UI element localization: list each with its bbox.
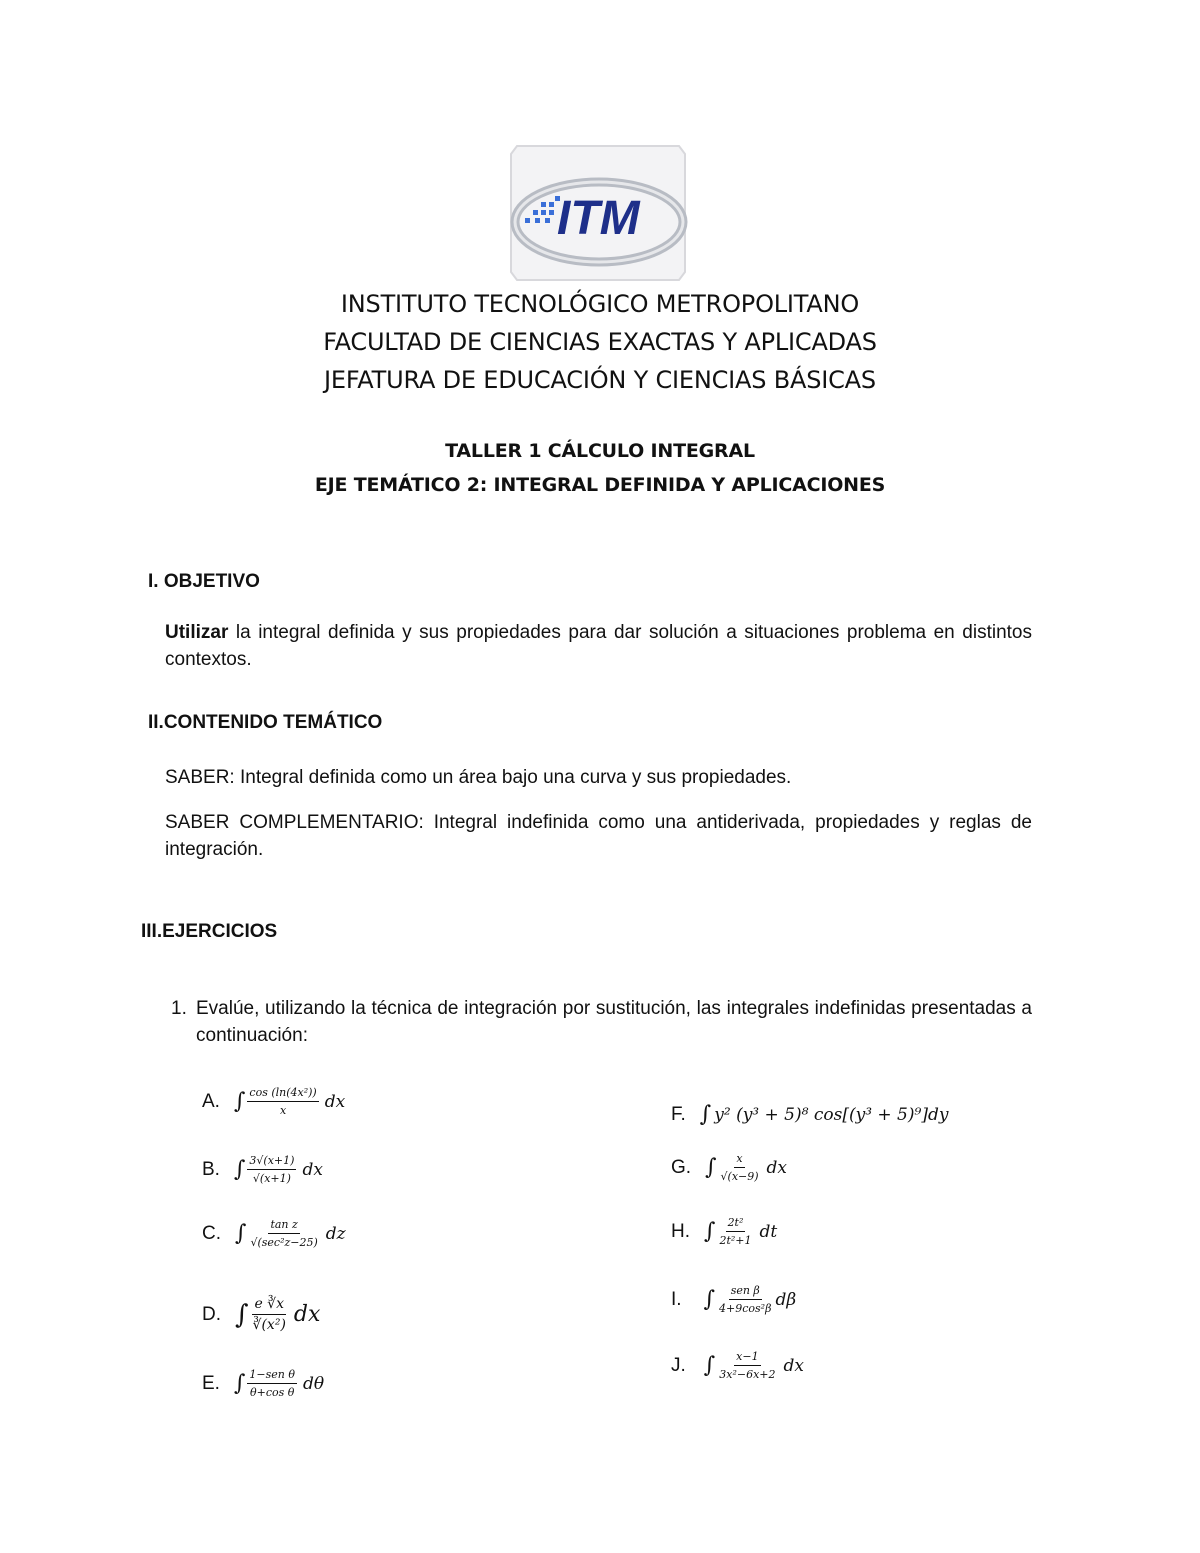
integral-fraction (719, 1152, 761, 1183)
numerator: cos (ln(4x²)) (247, 1086, 318, 1102)
differential: dx (783, 1355, 804, 1376)
integral-e (202, 1368, 324, 1399)
numerator: 1−sen θ (247, 1368, 297, 1384)
integral-fraction (247, 1086, 318, 1117)
numerator: x−1 (734, 1350, 760, 1366)
differential: dθ (303, 1373, 325, 1394)
denominator: 2t²+1 (719, 1234, 752, 1247)
integral-fraction (247, 1154, 296, 1185)
differential: dx (293, 1302, 321, 1327)
saber-complementario-text: SABER COMPLEMENTARIO: Integral indefinida como una antiderivada, propiedades y reglas de integración. (165, 812, 1032, 860)
exercise-1-body: Evalúe, utilizando la técnica de integración por sustitución, las integrales indefinidas presentadas a continuación: (196, 998, 1032, 1046)
itm-logo (505, 140, 691, 286)
integral-sign-icon: ∫ (704, 1219, 716, 1244)
integral-fraction (717, 1350, 777, 1381)
integral-j (671, 1350, 804, 1381)
integral-label: I. (671, 1288, 682, 1310)
numerator: 3√(x+1) (247, 1154, 296, 1170)
institution-name: INSTITUTO TECNOLÓGICO METROPOLITANO (340, 290, 860, 318)
exercise-1-number: 1. (171, 998, 187, 1019)
integral-sign-icon: ∫ (235, 1221, 247, 1246)
integral-fraction (248, 1218, 319, 1249)
objective-text (165, 619, 1032, 673)
integral-label: J. (671, 1354, 686, 1376)
faculty-name: FACULTAD DE CIENCIAS EXACTAS Y APLICADAS (323, 328, 877, 356)
denominator: x (279, 1104, 287, 1117)
integral-sign-icon: ∫ (705, 1155, 717, 1180)
integral-sign-icon: ∫ (233, 1089, 246, 1114)
objective-heading: I. OBJETIVO (148, 571, 260, 592)
integral-i (671, 1284, 796, 1315)
saber-text: SABER: Integral definida como un área bajo una curva y sus propiedades. (165, 767, 792, 788)
integral-b (202, 1154, 323, 1185)
integrand: y² (y³ + 5)⁸ cos[(y³ + 5)⁹]dy (714, 1104, 949, 1125)
exercise-1-text (196, 995, 1032, 1049)
objective-lead: Utilizar (165, 622, 229, 643)
differential: dx (302, 1159, 323, 1180)
numerator: 2t² (726, 1216, 746, 1232)
differential: dβ (775, 1289, 797, 1310)
integral-label: F. (671, 1103, 686, 1125)
denominator: θ+cos θ (250, 1386, 295, 1399)
integral-label: C. (202, 1222, 221, 1244)
integral-fraction (247, 1368, 297, 1399)
integral-c (202, 1218, 346, 1249)
integral-label: E. (202, 1372, 220, 1394)
integral-sign-icon: ∫ (233, 1157, 246, 1182)
workshop-title: TALLER 1 CÁLCULO INTEGRAL (445, 440, 755, 462)
differential: dt (759, 1221, 778, 1242)
differential: dx (766, 1157, 788, 1178)
integral-g (671, 1152, 787, 1183)
integral-sign-icon: ∫ (233, 1371, 246, 1396)
integral-fraction (717, 1284, 773, 1315)
integral-label: B. (202, 1158, 220, 1180)
denominator: 4+9cos²β (719, 1302, 772, 1315)
logo-text: ITM (557, 192, 640, 245)
integral-sign-icon: ∫ (703, 1353, 716, 1378)
differential: dz (325, 1223, 346, 1244)
integral-fraction (251, 1296, 288, 1333)
numerator: sen β (729, 1284, 762, 1300)
denominator: √(sec²z−25) (250, 1236, 318, 1249)
denominator: √(x+1) (252, 1172, 291, 1185)
exercises-heading: III.EJERCICIOS (141, 921, 278, 942)
integral-label: H. (671, 1220, 690, 1242)
denominator: √(x−9) (720, 1170, 759, 1183)
denominator: ∛(x²) (252, 1317, 286, 1333)
content-heading: II.CONTENIDO TEMÁTICO (148, 712, 383, 733)
numerator: tan z (268, 1218, 299, 1234)
thematic-axis: EJE TEMÁTICO 2: INTEGRAL DEFINIDA Y APLICACIONES (314, 474, 886, 496)
integral-label: G. (671, 1156, 692, 1178)
integral-label: D. (202, 1303, 221, 1325)
integral-sign-icon: ∫ (235, 1299, 249, 1330)
integral-a (202, 1086, 345, 1117)
denominator: 3x²−6x+2 (719, 1368, 776, 1381)
numerator: x (734, 1152, 744, 1168)
objective-body: la integral definida y sus propiedades para dar solución a situaciones problema en distintos contextos. (165, 622, 1032, 670)
integral-d (202, 1296, 320, 1333)
integral-label: A. (202, 1090, 220, 1112)
integral-fraction (717, 1216, 753, 1247)
department-name: JEFATURA DE EDUCACIÓN Y CIENCIAS BÁSICAS (324, 366, 876, 394)
integral-sign-icon: ∫ (699, 1102, 712, 1127)
integral-f (671, 1102, 948, 1127)
integral-sign-icon: ∫ (703, 1287, 716, 1312)
differential: dx (324, 1091, 346, 1112)
integral-h (671, 1216, 777, 1247)
numerator: e ∛x (252, 1296, 286, 1315)
